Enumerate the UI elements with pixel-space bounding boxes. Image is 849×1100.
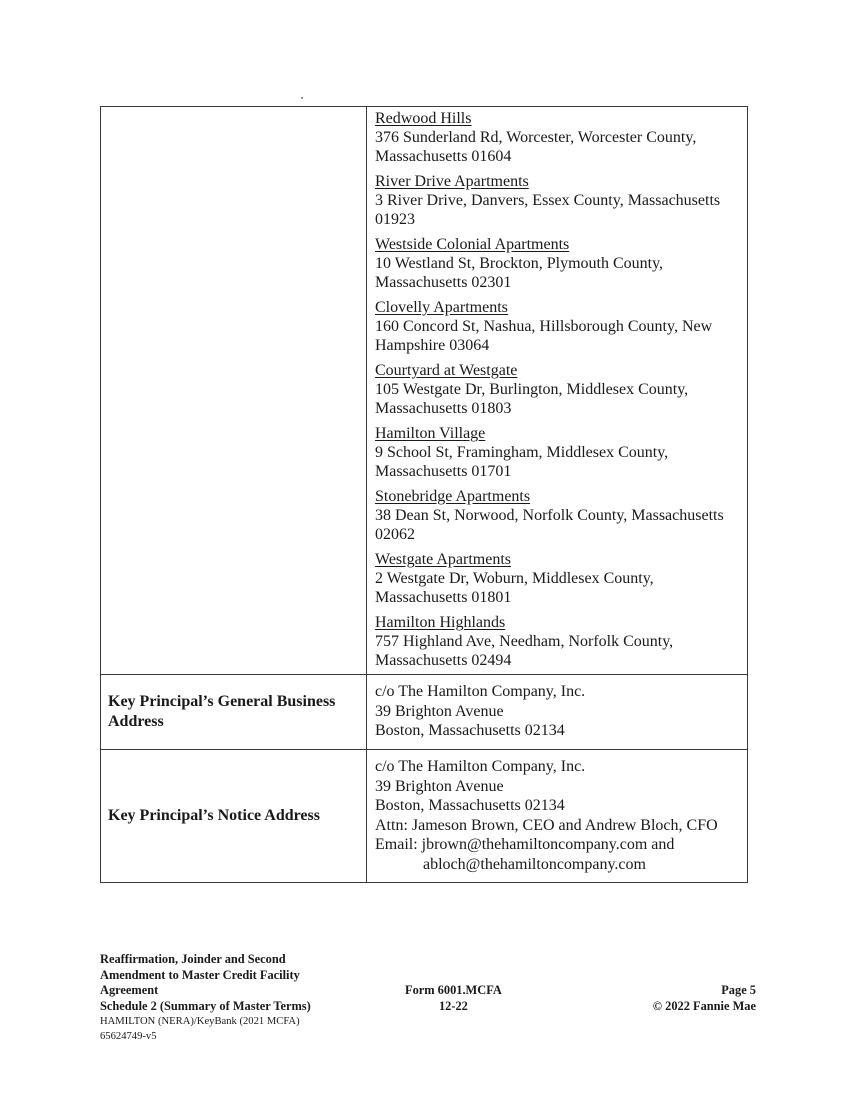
property-name: River Drive Apartments	[375, 173, 529, 190]
notice-address-row	[101, 750, 748, 883]
property-address-line: 105 Westgate Dr, Burlington, Middlesex County,	[375, 381, 689, 398]
notice-address-line: 39 Brighton Avenue	[375, 777, 504, 795]
general-address-line: Boston, Massachusetts 02134	[375, 722, 565, 739]
property-name: Courtyard at Westgate	[375, 362, 518, 379]
general-address-line: c/o The Hamilton Company, Inc.	[375, 683, 586, 700]
mortgaged-properties-row	[101, 107, 748, 675]
property-name: Clovelly Apartments	[375, 299, 508, 316]
footer-form-number: Form 6001.MCFA	[405, 983, 502, 997]
footer-title-line: Schedule 2 (Summary of Master Terms)	[100, 998, 311, 1013]
property-address-line: 02062	[375, 526, 415, 543]
master-terms-table	[100, 106, 748, 883]
property-list-cell	[367, 107, 748, 675]
footer-document-info	[100, 952, 350, 1044]
property-name: Hamilton Highlands	[375, 614, 506, 631]
general-address-line: 39 Brighton Avenue	[375, 702, 504, 720]
property-entry	[375, 109, 741, 166]
property-address-line: Hampshire 03064	[375, 337, 490, 354]
property-address-line: Massachusetts 01801	[375, 589, 512, 606]
notice-address-label-cell	[101, 750, 367, 883]
property-entry	[375, 298, 741, 355]
property-name: Stonebridge Apartments	[375, 488, 531, 505]
property-address-line: Massachusetts 02494	[375, 652, 512, 669]
property-address-line: 01923	[375, 211, 415, 228]
property-entry	[375, 613, 741, 670]
notice-address-label: Key Principal’s Notice Address	[108, 807, 320, 824]
general-address-row	[101, 675, 748, 750]
general-address-value-cell	[367, 675, 748, 750]
notice-email-line: abloch@thehamiltoncompany.com	[423, 855, 646, 873]
empty-label-cell	[101, 107, 367, 675]
property-entry	[375, 550, 741, 607]
property-name: Redwood Hills	[375, 110, 472, 127]
property-address-line: 3 River Drive, Danvers, Essex County, Massachusetts	[375, 192, 721, 209]
footer-title-line: Agreement	[100, 983, 159, 998]
property-list	[375, 109, 741, 670]
stray-mark	[301, 97, 303, 99]
property-name: Westside Colonial Apartments	[375, 236, 570, 253]
property-address-line: 757 Highland Ave, Needham, Norfolk County,	[375, 633, 674, 650]
property-entry	[375, 424, 741, 481]
property-address-line: 376 Sunderland Rd, Worcester, Worcester County,	[375, 129, 697, 146]
notice-address-value-cell	[367, 750, 748, 883]
property-address-line: Massachusetts 01803	[375, 400, 512, 417]
property-address-line: 9 School St, Framingham, Middlesex County,	[375, 444, 669, 461]
property-address-line: 10 Westland St, Brockton, Plymouth County,	[375, 255, 664, 272]
property-entry	[375, 487, 741, 544]
footer-copyright: © 2022 Fannie Mae	[652, 998, 756, 1013]
property-address-line: Massachusetts 02301	[375, 274, 512, 291]
footer-reference-line: HAMILTON (NERA)/KeyBank (2021 MCFA)	[100, 1016, 300, 1028]
property-entry	[375, 172, 741, 229]
footer-title-line: Amendment to Master Credit Facility	[100, 967, 300, 982]
footer-title-line: Reaffirmation, Joinder and Second	[100, 952, 286, 966]
property-address-line: 38 Dean St, Norwood, Norfolk County, Massachusetts	[375, 507, 724, 524]
property-name: Hamilton Village	[375, 425, 486, 442]
notice-address-line: Boston, Massachusetts 02134	[375, 797, 565, 814]
property-entry	[375, 235, 741, 292]
property-address-line: 2 Westgate Dr, Woburn, Middlesex County,	[375, 570, 654, 587]
footer-form-date: 12-22	[438, 998, 468, 1013]
property-address-line: Massachusetts 01604	[375, 148, 512, 165]
footer-form-info	[405, 983, 502, 1014]
general-address-label: Key Principal’s General Business Address	[108, 693, 336, 730]
property-entry	[375, 361, 741, 418]
footer-page-info	[653, 983, 756, 1014]
property-address-line: Massachusetts 01701	[375, 463, 512, 480]
footer-page-number: Page 5	[721, 983, 756, 997]
notice-address-line: Attn: Jameson Brown, CEO and Andrew Bloch, CFO	[375, 816, 718, 834]
notice-address-line: Email: jbrown@thehamiltoncompany.com and	[375, 836, 675, 853]
notice-address-line: c/o The Hamilton Company, Inc.	[375, 758, 586, 775]
property-name: Westgate Apartments	[375, 551, 512, 568]
footer-reference-line: 65624749-v5	[100, 1031, 157, 1043]
general-address-label-cell	[101, 675, 367, 750]
property-address-line: 160 Concord St, Nashua, Hillsborough County, New	[375, 318, 713, 335]
